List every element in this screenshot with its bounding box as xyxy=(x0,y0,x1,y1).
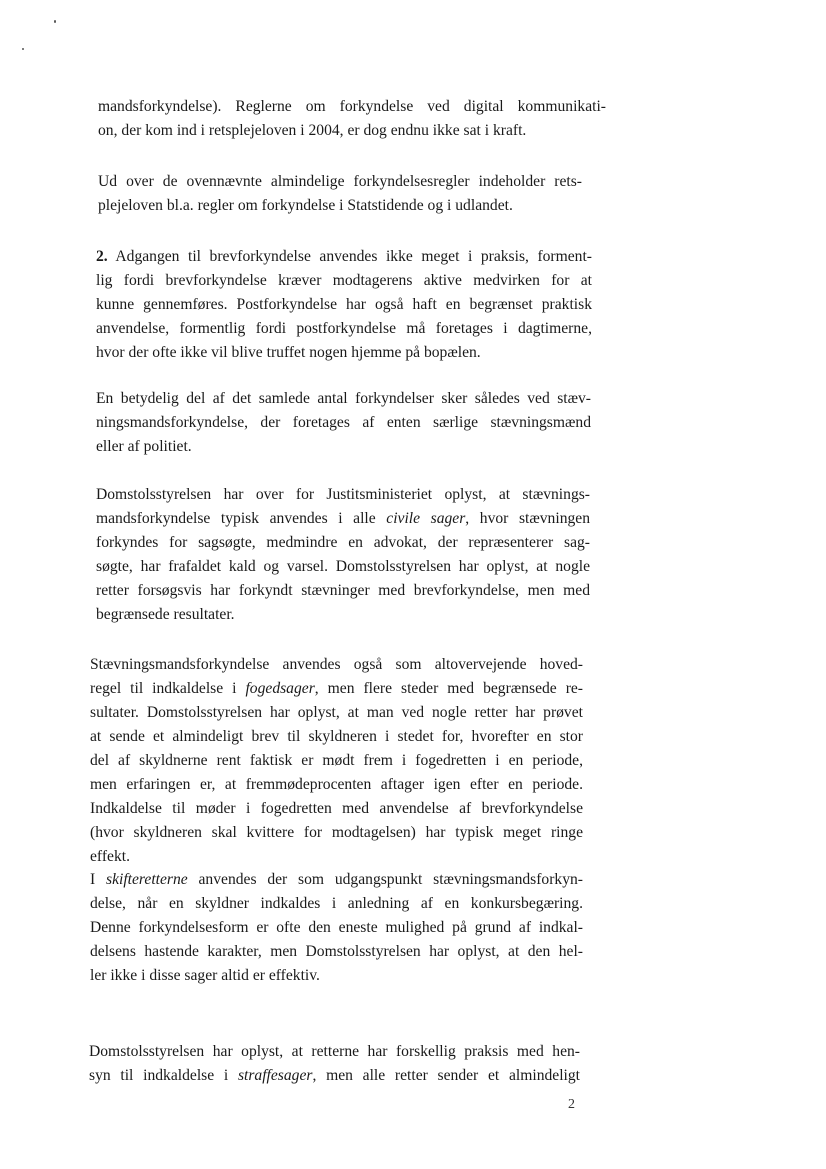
paragraph xyxy=(96,483,590,627)
text-fragment: anvendes der som udgangspunkt stævningsmandsforkyn- xyxy=(187,871,584,888)
emphasis-fogedsager: fogedsager xyxy=(245,680,315,697)
text-line: hvor der ofte ikke vil blive truffet nogen hjemme på bopælen. xyxy=(96,344,481,361)
text-line: sultater. Domstolsstyrelsen har oplyst, at man ved nogle retter har prøvet xyxy=(90,704,583,721)
text-line: Stævningsmandsforkyndelse anvendes også som altovervejende hoved- xyxy=(90,656,583,673)
text-line: begrænsede resultater. xyxy=(96,606,235,623)
text-fragment: mandsforkyndelse typisk anvendes i alle xyxy=(96,510,387,527)
scan-speck xyxy=(22,48,24,50)
text-line: eller af politiet. xyxy=(96,438,192,455)
text-line: Domstolsstyrelsen har oplyst, at retterne har forskellig praksis med hen- xyxy=(89,1043,580,1060)
emphasis-straffesager: straffesager xyxy=(237,1067,313,1084)
scan-speck xyxy=(54,20,56,23)
text-line: kunne gennemføres. Postforkyndelse har også haft en begrænset praktisk xyxy=(96,296,592,313)
emphasis-civile-sager: civile sager xyxy=(386,510,466,527)
text-line: effekt. xyxy=(90,848,130,865)
text-fragment: , men flere steder med begrænsede re- xyxy=(314,680,583,697)
text-line: ler ikke i disse sager altid er effektiv. xyxy=(90,967,320,984)
text-line xyxy=(89,1064,580,1088)
text-fragment: , hvor stævningen xyxy=(465,510,591,527)
text-fragment: Adgangen til brevforkyndelse anvendes ikke meget i praksis, forment- xyxy=(115,248,592,265)
text-fragment: regel til indkaldelse i xyxy=(90,680,246,697)
text-line: Domstolsstyrelsen har over for Justitsministeriet oplyst, at stævnings- xyxy=(96,486,590,503)
section-number: 2. xyxy=(96,248,108,265)
text-fragment: syn til indkaldelse i xyxy=(89,1067,238,1084)
text-line xyxy=(90,677,583,701)
paragraph xyxy=(90,653,583,869)
text-line: Denne forkyndelsesform er ofte den eneste mulighed på grund af indkal- xyxy=(90,919,583,936)
text-line: forkyndes for sagsøgte, medmindre en advokat, der repræsenterer sag- xyxy=(96,534,590,551)
text-line: lig fordi brevforkyndelse kræver modtagerens aktive medvirken for at xyxy=(96,272,592,289)
paragraph xyxy=(96,387,591,459)
text-line: plejeloven bl.a. regler om forkyndelse i Statstidende og i udlandet. xyxy=(98,197,513,214)
text-line: at sende et almindeligt brev til skyldneren i stedet for, hvorefter en stor xyxy=(90,728,583,745)
paragraph xyxy=(89,1040,580,1088)
text-fragment: I xyxy=(90,871,106,888)
numbered-paragraph xyxy=(96,245,592,365)
text-line xyxy=(96,507,590,531)
text-fragment: , men alle retter sender et almindeligt xyxy=(312,1067,580,1084)
text-line: Indkaldelse til møder i fogedretten med anvendelse af brevforkyndelse xyxy=(90,800,583,817)
text-line: Ud over de ovennævnte almindelige forkyndelsesregler indeholder rets- xyxy=(98,173,582,190)
emphasis-skifteretterne: skifteretterne xyxy=(106,871,188,888)
text-line: En betydelig del af det samlede antal forkyndelser sker således ved stæv- xyxy=(96,390,591,407)
text-line: delse, når en skyldner indkaldes i anledning af en konkursbegæring. xyxy=(90,895,583,912)
text-line: men erfaringen er, at fremmødeprocenten aftager igen efter en periode. xyxy=(90,776,583,793)
text-line: anvendelse, formentlig fordi postforkyndelse må foretages i dagtimerne, xyxy=(96,320,592,337)
text-line: on, der kom ind i retsplejeloven i 2004, er dog endnu ikke sat i kraft. xyxy=(98,122,527,139)
page-number: 2 xyxy=(568,1097,575,1112)
text-line: del af skyldnerne rent faktisk er mødt frem i fogedretten i en periode, xyxy=(90,752,583,769)
text-line: ningsmandsforkyndelse, der foretages af enten særlige stævningsmænd xyxy=(96,414,591,431)
paragraph xyxy=(98,170,582,218)
paragraph xyxy=(90,868,583,988)
text-line: søgte, har frafaldet kald og varsel. Domstolsstyrelsen har oplyst, at nogle xyxy=(96,558,590,575)
text-line: (hvor skyldneren skal kvittere for modtagelsen) har typisk meget ringe xyxy=(90,824,583,841)
text-line xyxy=(96,245,592,269)
text-line: retter forsøgsvis har forkyndt stævninger med brevforkyndelse, men med xyxy=(96,582,590,599)
text-line: mandsforkyndelse). Reglerne om forkyndelse ved digital kommunikati- xyxy=(98,98,606,115)
text-line: delsens hastende karakter, men Domstolsstyrelsen har oplyst, at den hel- xyxy=(90,943,583,960)
paragraph xyxy=(98,95,606,143)
text-line xyxy=(90,868,583,892)
